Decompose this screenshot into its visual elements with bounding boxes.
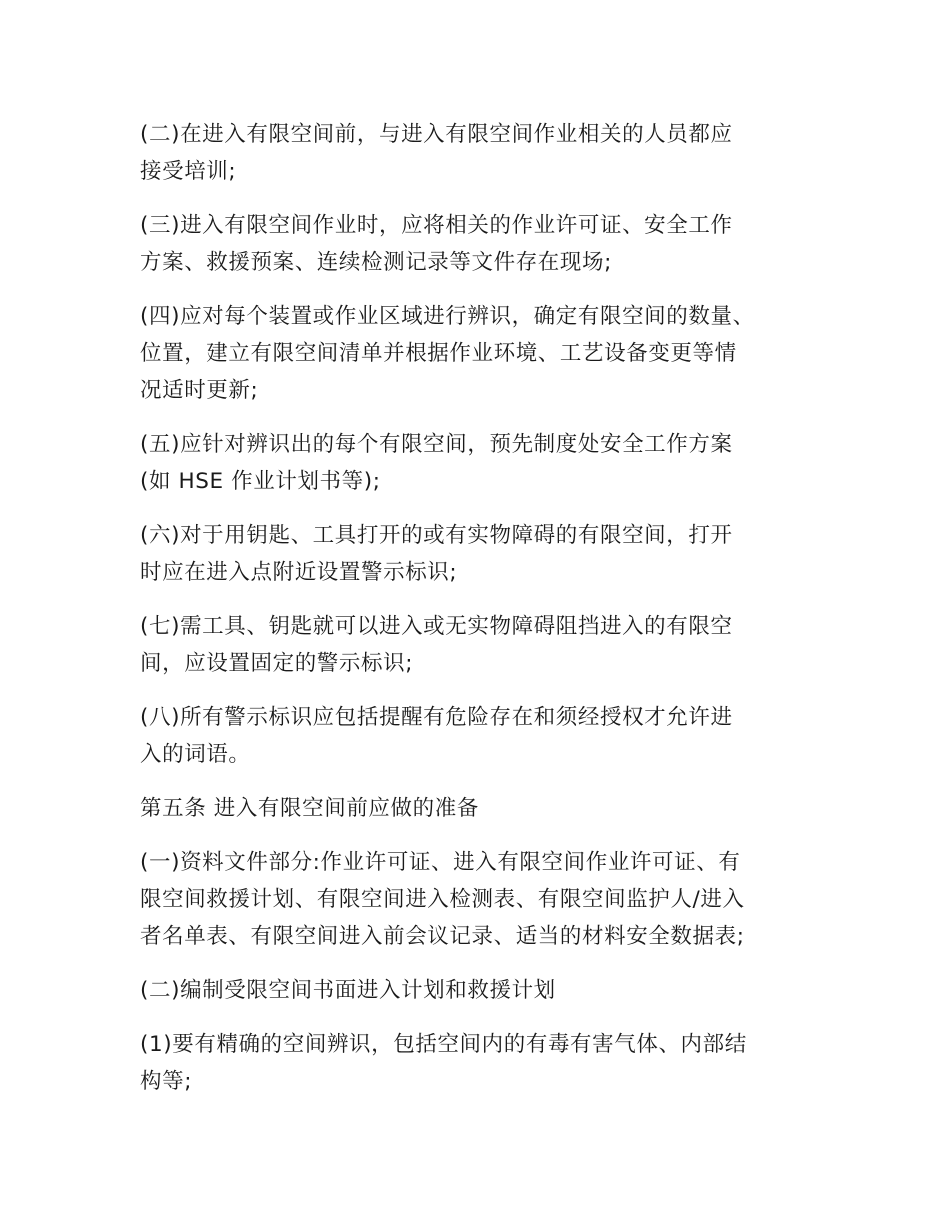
text-line: (八)所有警示标识应包括提醒有危险存在和须经授权才允许进 <box>140 705 733 730</box>
paragraph-fixed-warning <box>140 608 812 682</box>
text-line: (六)对于用钥匙、工具打开的或有实物障碍的有限空间，打开 <box>140 523 733 548</box>
paragraph-space-identification <box>140 1026 812 1100</box>
paragraph-warning-wording <box>140 699 812 773</box>
text-line: 入的词语。 <box>140 742 251 767</box>
text-line: 方案、救援预案、连续检测记录等文件存在现场; <box>140 250 612 275</box>
text-line: 第五条 进入有限空间前应做的准备 <box>140 796 479 821</box>
text-line: (五)应针对辨识出的每个有限空间，预先制度处安全工作方案 <box>140 432 733 457</box>
text-line: 时应在进入点附近设置警示标识; <box>140 560 458 585</box>
text-line: 间，应设置固定的警示标识; <box>140 651 414 676</box>
text-line: (如 HSE 作业计划书等); <box>140 469 381 494</box>
text-line: 况适时更新; <box>140 378 259 403</box>
paragraph-entry-plan <box>140 972 812 1009</box>
text-line: 构等; <box>140 1069 193 1094</box>
document-body <box>140 116 812 1117</box>
text-line: 接受培训; <box>140 159 237 184</box>
text-line: 限空间救援计划、有限空间进入检测表、有限空间监护人/进入 <box>140 887 745 912</box>
paragraph-work-plan <box>140 426 812 500</box>
text-line: (一)资料文件部分:作业许可证、进入有限空间作业许可证、有 <box>140 850 741 875</box>
text-line: 位置，建立有限空间清单并根据作业环境、工艺设备变更等情 <box>140 341 737 366</box>
paragraph-warning-at-entry <box>140 517 812 591</box>
paragraph-document-materials <box>140 844 812 955</box>
text-line: (四)应对每个装置或作业区域进行辨识，确定有限空间的数量、 <box>140 304 755 329</box>
paragraph-training <box>140 116 812 190</box>
text-line: (三)进入有限空间作业时，应将相关的作业许可证、安全工作 <box>140 213 733 238</box>
paragraph-identification <box>140 298 812 409</box>
text-line: 者名单表、有限空间进入前会议记录、适当的材料安全数据表; <box>140 924 745 949</box>
paragraph-documents-on-site <box>140 207 812 281</box>
article-heading <box>140 790 812 827</box>
text-line: (二)在进入有限空间前，与进入有限空间作业相关的人员都应 <box>140 122 733 147</box>
text-line: (1)要有精确的空间辨识，包括空间内的有毒有害气体、内部结 <box>140 1032 747 1057</box>
text-line: (二)编制受限空间书面进入计划和救援计划 <box>140 978 556 1003</box>
text-line: (七)需工具、钥匙就可以进入或无实物障碍阻挡进入的有限空 <box>140 614 733 639</box>
